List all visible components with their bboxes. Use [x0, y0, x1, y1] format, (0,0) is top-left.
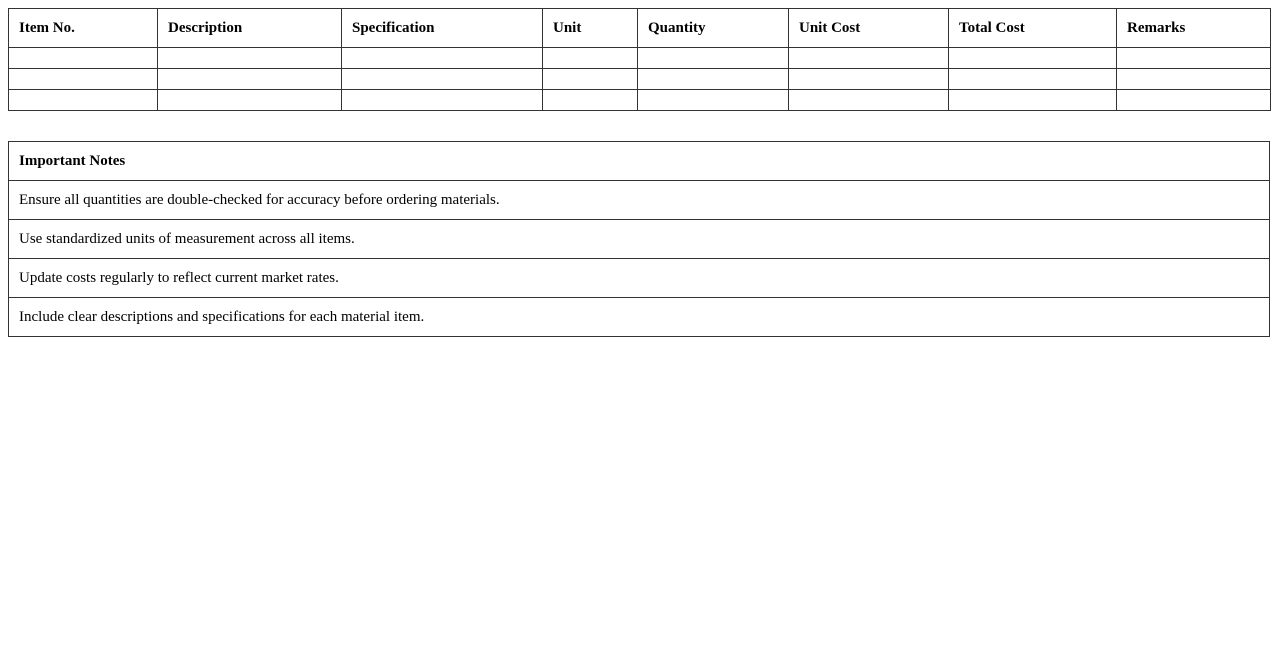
header-item-no: Item No.	[9, 9, 158, 48]
materials-table	[8, 8, 1271, 111]
header-total-cost: Total Cost	[949, 9, 1117, 48]
notes-title: Important Notes	[9, 142, 1270, 181]
note-item: Ensure all quantities are double-checked for accuracy before ordering materials.	[9, 181, 1270, 220]
cell-item-no	[9, 90, 158, 111]
important-notes-table	[8, 141, 1270, 337]
header-quantity: Quantity	[638, 9, 789, 48]
cell-unit	[543, 69, 638, 90]
cell-specification	[342, 69, 543, 90]
header-unit: Unit	[543, 9, 638, 48]
header-description: Description	[158, 9, 342, 48]
table-header-row	[9, 9, 1271, 48]
cell-unit-cost	[789, 69, 949, 90]
cell-total-cost	[949, 69, 1117, 90]
cell-unit-cost	[789, 90, 949, 111]
cell-quantity	[638, 69, 789, 90]
header-specification: Specification	[342, 9, 543, 48]
note-item: Use standardized units of measurement across all items.	[9, 220, 1270, 259]
cell-total-cost	[949, 48, 1117, 69]
cell-description	[158, 69, 342, 90]
header-remarks: Remarks	[1117, 9, 1271, 48]
cell-quantity	[638, 90, 789, 111]
cell-description	[158, 90, 342, 111]
table-row	[9, 69, 1271, 90]
cell-description	[158, 48, 342, 69]
cell-remarks	[1117, 48, 1271, 69]
note-item: Include clear descriptions and specifications for each material item.	[9, 298, 1270, 337]
cell-specification	[342, 90, 543, 111]
table-row	[9, 48, 1271, 69]
header-unit-cost: Unit Cost	[789, 9, 949, 48]
cell-unit	[543, 90, 638, 111]
cell-remarks	[1117, 90, 1271, 111]
cell-unit	[543, 48, 638, 69]
cell-remarks	[1117, 69, 1271, 90]
cell-unit-cost	[789, 48, 949, 69]
cell-total-cost	[949, 90, 1117, 111]
cell-quantity	[638, 48, 789, 69]
table-row	[9, 90, 1271, 111]
cell-item-no	[9, 48, 158, 69]
cell-specification	[342, 48, 543, 69]
note-item: Update costs regularly to reflect current market rates.	[9, 259, 1270, 298]
cell-item-no	[9, 69, 158, 90]
